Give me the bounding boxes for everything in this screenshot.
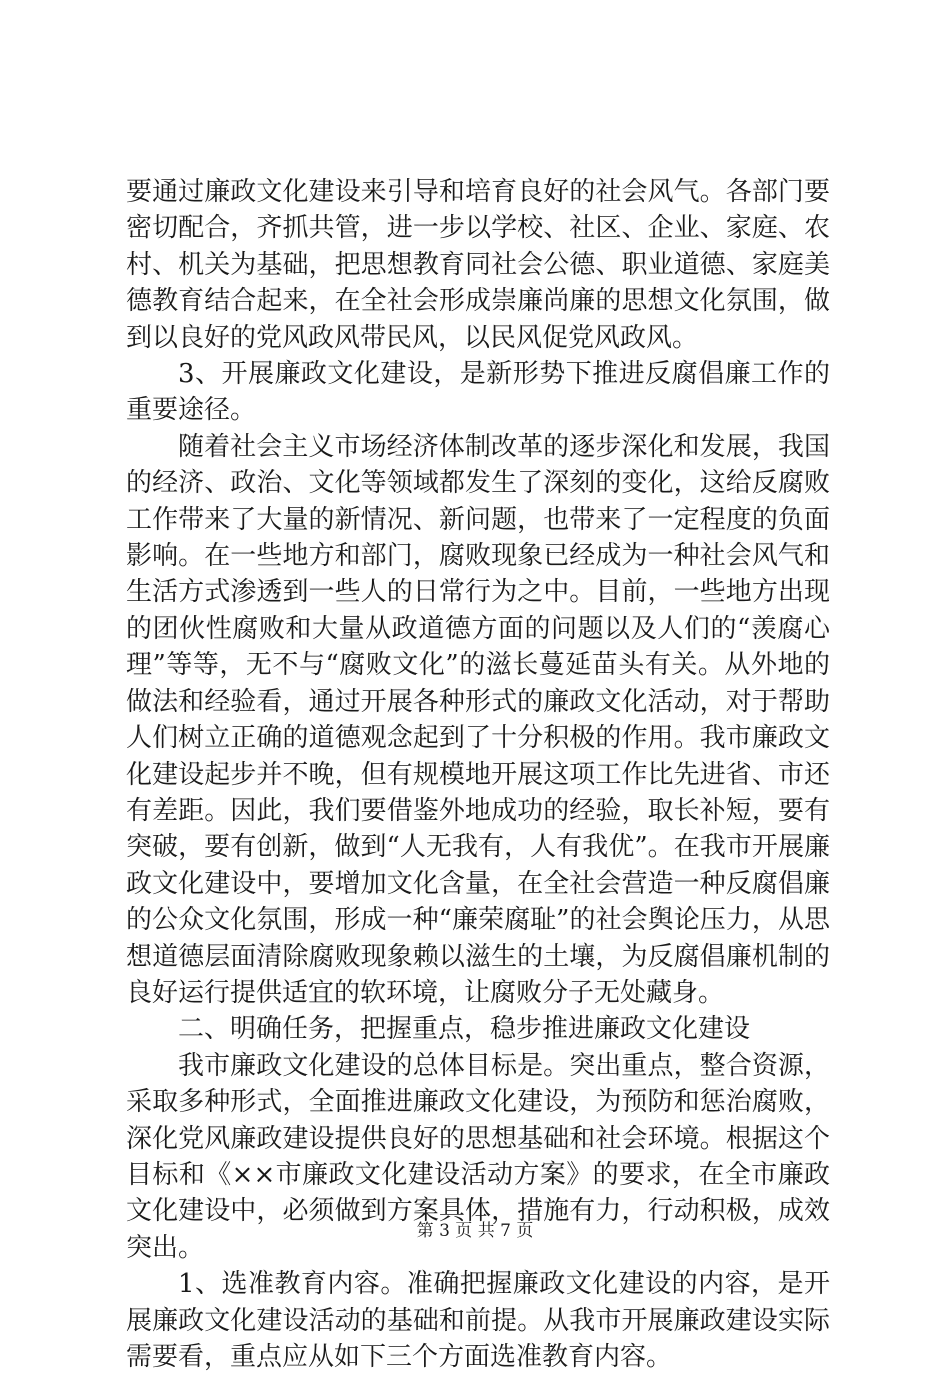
page-number-footer: 第 3 页 共 7 页	[416, 1221, 534, 1241]
paragraph-overall-goal: 我市廉政文化建设的总体目标是。突出重点，整合资源，采取多种形式，全面推进廉政文化建设，为预防和惩治腐败，深化党风廉政建设提供良好的思想基础和社会环境。根据这个目标和《××市廉政文化建设活动方案》的要求，在全市廉政文化建设中，必须做到方案具体，措施有力，行动积极，成效突出。	[126, 1050, 830, 1263]
paragraph-continuation: 要通过廉政文化建设来引导和培育良好的社会风气。各部门要密切配合，齐抓共管，进一步以学校、社区、企业、家庭、农村、机关为基础，把思想教育同社会公德、职业道德、家庭美德教育结合起来，在全社会形成崇廉尚廉的思想文化氛围，做到以良好的党风政风带民风，以民风促党风政风。	[126, 177, 830, 353]
paragraph-economic-reform: 随着社会主义市场经济体制改革的逐步深化和发展，我国的经济、政治、文化等领域都发生了深刻的变化，这给反腐败工作带来了大量的新情况、新问题，也带来了一定程度的负面影响。在一些地方和部门，腐败现象已经成为一种社会风气和生活方式渗透到一些人的日常行为之中。目前，一些地方出现的团伙性腐败和大量从政道德方面的问题以及人们的“羡腐心理”等等，无不与“腐败文化”的滋长蔓延苗头有关。从外地的做法和经验看，通过开展各种形式的廉政文化活动，对于帮助人们树立正确的道德观念起到了十分积极的作用。我市廉政文化建设起步并不晚，但有规模地开展这项工作比先进省、市还有差距。因此，我们要借鉴外地成功的经验，取长补短，要有突破，要有创新，做到“人无我有，人有我优”。在我市开展廉政文化建设中，要增加文化含量，在全社会营造一种反腐倡廉的公众文化氛围，形成一种“廉荣腐耻”的社会舆论压力，从思想道德层面清除腐败现象赖以滋生的土壤，为反腐倡廉机制的良好运行提供适宜的软环境，让腐败分子无处藏身。	[126, 431, 830, 1008]
paragraph-point-1: 1、选准教育内容。准确把握廉政文化建设的内容，是开展廉政文化建设活动的基础和前提。从我市开展廉政建设实际需要看，重点应从如下三个方面选准教育内容。	[126, 1269, 830, 1372]
document-body	[126, 174, 830, 1375]
section-heading-2: 二、明确任务，把握重点，稳步推进廉政文化建设	[178, 1014, 751, 1045]
paragraph-point-3: 3、开展廉政文化建设，是新形势下推进反腐倡廉工作的重要途径。	[126, 359, 830, 426]
